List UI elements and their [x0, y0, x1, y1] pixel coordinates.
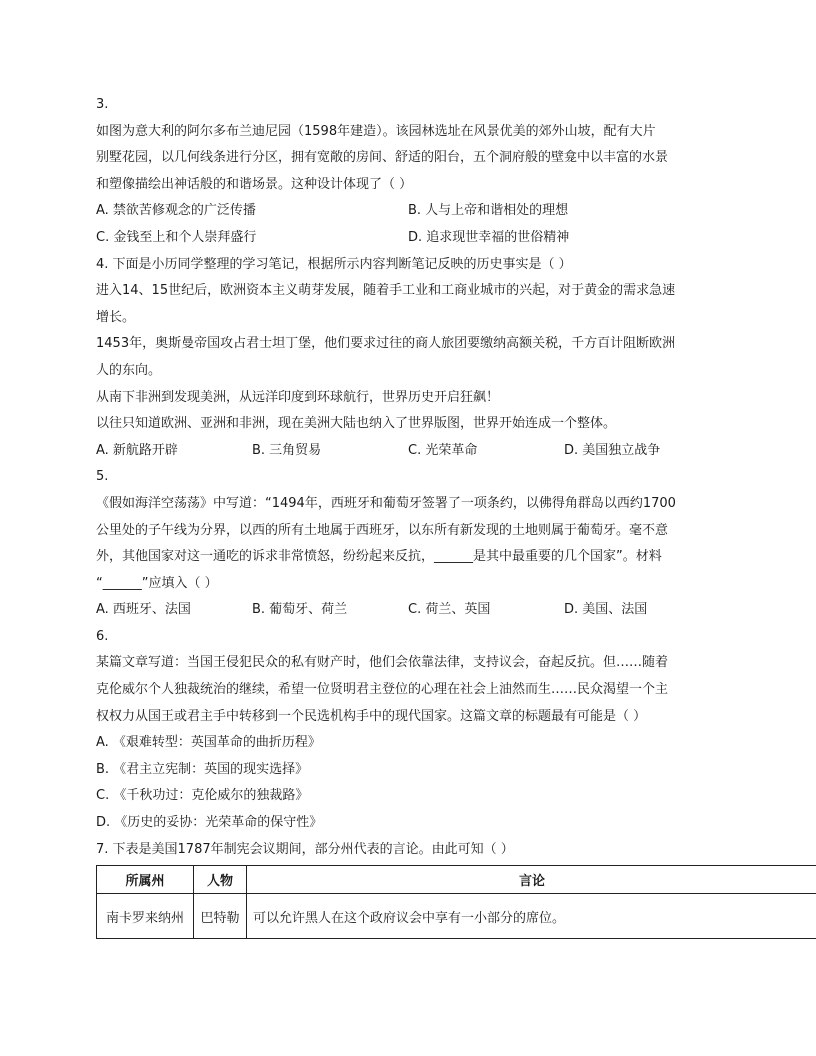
q5-option-b: B. 葡萄牙、荷兰: [252, 602, 348, 618]
q5-option-c: C. 荷兰、英国: [408, 602, 491, 618]
q3-option-d: D. 追求现世幸福的世俗精神: [408, 229, 570, 245]
q3-option-b: B. 人与上帝和谐相处的理想: [408, 203, 569, 219]
header-state: 所属州: [97, 866, 194, 894]
q4-note-line: 人的东向。: [96, 362, 162, 378]
cell-speech: 可以允许黑人在这个政府议会中享有一小部分的席位。: [247, 894, 816, 939]
q3-option-a: A. 禁欲苦修观念的广泛传播: [96, 203, 256, 219]
q5-stem-line: “______”应填入（ ）: [96, 575, 218, 591]
q5-option-a: A. 西班牙、法国: [96, 602, 191, 618]
q5-stem-line: 外，其他国家对这一通吃的诉求非常愤怒，纷纷起来反抗，______是其中最重要的几个国家”。材料: [96, 549, 662, 565]
q6-stem-line: 克伦威尔个人独裁统治的继续，希望一位贤明君主登位的心理在社会上油然而生……民众渴望一个主: [96, 682, 669, 698]
q5-stem-line: 公里处的子午线为分界，以西的所有土地属于西班牙，以东所有新发现的土地则属于葡萄牙。毫不意: [96, 522, 669, 538]
table-header-row: [97, 866, 816, 894]
q5-stem-line: 《假如海洋空荡荡》中写道：“1494年，西班牙和葡萄牙签署了一项条约，以佛得角群岛以西约1700: [96, 495, 676, 511]
q6-number: 6.: [96, 628, 109, 644]
q5-options-row: [96, 597, 816, 624]
table-row: [97, 894, 816, 939]
q4-note-line: 以往只知道欧洲、亚洲和非洲，现在美洲大陆也纳入了世界版图，世界开始连成一个整体。: [96, 416, 617, 432]
q7-speech-table: [96, 865, 816, 939]
q3-stem-line: 别墅花园，以几何线条进行分区，拥有宽敞的房间、舒适的阳台，五个洞府般的壁龛中以丰富的水景: [96, 150, 669, 166]
q6-stem-line: 权权力从国王或君主手中转移到一个民选机构手中的现代国家。这篇文章的标题最有可能是（ ）: [96, 708, 647, 724]
q4-options-row: [96, 438, 816, 465]
q3-stem-line: 如图为意大利的阿尔多布兰迪尼园（1598年建造）。该园林选址在风景优美的郊外山坡，配有大片: [96, 123, 656, 139]
cell-person: 巴特勒: [194, 894, 247, 939]
q3-stem-line: 和塑像描绘出神话般的和谐场景。这种设计体现了（ ）: [96, 176, 413, 192]
q4-option-c: C. 光荣革命: [408, 442, 478, 458]
q4-option-d: D. 美国独立战争: [564, 442, 661, 458]
cell-state: 南卡罗来纳州: [97, 894, 194, 939]
q5-option-d: D. 美国、法国: [564, 602, 648, 618]
q4-note-line: 从南下非洲到发现美洲，从远洋印度到环球航行，世界历史开启狂飙！: [96, 389, 500, 405]
q4-note-line: 1453年，奥斯曼帝国攻占君士坦丁堡，他们要求过往的商人旅团要缴纳高额关税，千方百计阻断欧洲: [96, 336, 676, 352]
q4-note-line: 增长。: [96, 309, 136, 325]
q4-stem: 4. 下面是小历同学整理的学习笔记，根据所示内容判断笔记反映的历史事实是（ ）: [96, 256, 572, 272]
q6-stem-line: 某篇文章写道：当国王侵犯民众的私有财产时，他们会依靠法律，支持议会，奋起反抗。但……随着: [96, 655, 669, 671]
q4-note-line: 进入14、15世纪后，欧洲资本主义萌芽发展，随着手工业和工商业城市的兴起，对于黄金的需求急速: [96, 283, 676, 299]
q5-number: 5.: [96, 469, 109, 485]
q3-option-c: C. 金钱至上和个人崇拜盛行: [96, 229, 257, 245]
q4-option-b: B. 三角贸易: [252, 442, 322, 458]
q6-option-a: A. 《艰难转型：英国革命的曲折历程》: [96, 735, 321, 751]
header-person: 人物: [194, 866, 247, 894]
q3-options-row: [96, 198, 816, 225]
q6-option-b: B. 《君主立宪制：英国的现实选择》: [96, 761, 309, 777]
exam-page: [96, 92, 816, 939]
q6-option-c: C. 《千秋功过：克伦威尔的独裁路》: [96, 788, 309, 804]
q3-options-row: [96, 225, 816, 252]
q6-option-d: D. 《历史的妥协：光荣革命的保守性》: [96, 815, 323, 831]
q3-number: 3.: [96, 97, 109, 112]
q4-option-a: A. 新航路开辟: [96, 442, 178, 458]
q7-stem: 7. 下表是美国1787年制宪会议期间，部分州代表的言论。由此可知（ ）: [96, 841, 514, 857]
header-speech: 言论: [247, 866, 816, 894]
